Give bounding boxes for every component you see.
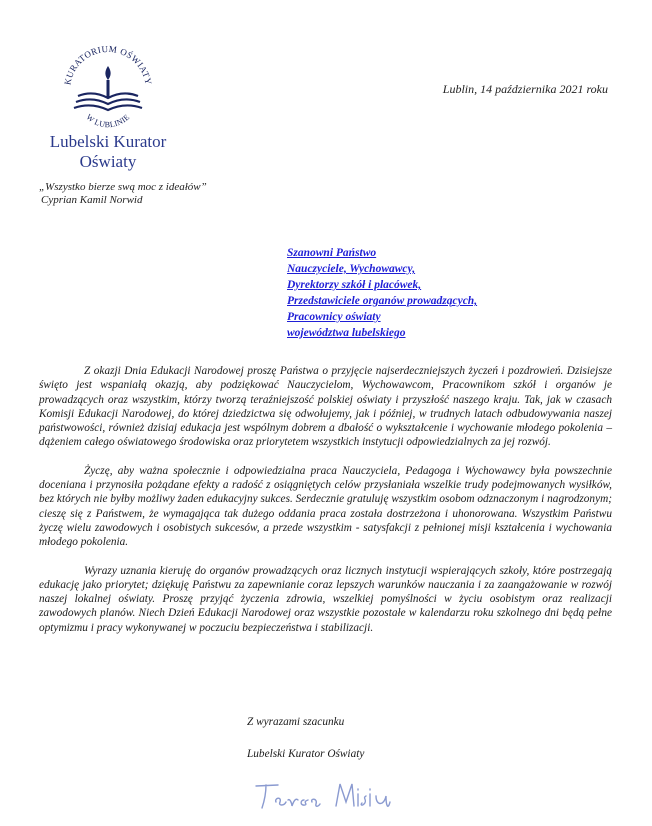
org-name-line1: Lubelski Kurator bbox=[49, 132, 167, 151]
motto-author: Cyprian Kamil Norwid bbox=[41, 194, 143, 206]
addressee-line: Pracownicy oświaty bbox=[287, 311, 381, 323]
body-paragraph: Z okazji Dnia Edukacji Narodowej proszę Państwa o przyjęcie najserdeczniejszych życzeń i pozdrowień. Dzisiejsze święto jest wspaniałą okazją, aby podziękować Nauczycielom, Wychowawcom, Pracownikom szkół i organów je prowadzących oraz wszystkim, którzy tworzą teraźniejszość polskiej oświaty i przyszłość naszego kraju. Tak, jak w czasach Komisji Edukacji Narodowej, do której dziedzictwa się odwołujemy, jak i później, w trudnych latach odbudowywania naszej państwowości, również dzisiaj edukacja jest wspólnym dobrem a dbałość o wykształcenie i wychowanie młodego pokolenia – dążeniem całego oświatowego środowiska oraz priorytetem wszystkich instytucji odpowiedzialnych za jej rozwój. bbox=[39, 365, 612, 449]
motto-block bbox=[39, 181, 207, 207]
letter-body bbox=[39, 364, 612, 649]
addressee-line: województwa lubelskiego bbox=[287, 327, 406, 339]
seal-text-bottom: W LUBLINIE bbox=[84, 112, 132, 130]
body-paragraph: Wyrazy uznania kieruję do organów prowadzących oraz licznych instytucji wspierających szkoły, które postrzegają edukację jako priorytet; dziękuję Państwu za zapewnianie coraz lepszych warunków nauczania i za zaangażowanie w rozwój naszej lokalnej oświaty. Proszę przyjąć życzenia zdrowia, wszelkiej pomyślności w życiu osobistym oraz realizacji zawodowych planów. Niech Dzień Edukacji Narodowej oraz wszystkie pozostałe w kalendarzu roku szkolnego dni będą pełne optymizmu i pracy wykonywanej w poczuciu bezpieczeństwa i stabilizacji. bbox=[39, 564, 612, 634]
addressee-line: Szanowni Państwo bbox=[287, 247, 377, 259]
addressee-block bbox=[287, 245, 477, 341]
closing-regards: Z wyrazami szacunku bbox=[247, 716, 345, 728]
svg-text:W LUBLINIE bbox=[85, 112, 132, 129]
org-name-line2: Oświaty bbox=[79, 152, 137, 171]
kuratorium-seal-logo bbox=[56, 36, 160, 140]
letter-date: Lublin, 14 października 2021 roku bbox=[442, 82, 608, 96]
addressee-line: Dyrektorzy szkół i placówek, bbox=[287, 279, 422, 291]
addressee-line: Przedstawiciele organów prowadzących, bbox=[287, 295, 478, 307]
signer-title: Lubelski Kurator Oświaty bbox=[247, 748, 365, 760]
organization-name bbox=[28, 132, 188, 172]
addressee-line: Nauczyciele, Wychowawcy, bbox=[287, 263, 416, 275]
body-paragraph: Życzę, aby ważna społecznie i odpowiedzialna praca Nauczyciela, Pedagoga i Wychowawcy była powszechnie doceniana i przynosiła pożądane efekty a radość z osiągniętych celów przysłaniała wszelkie trudy podejmowanych wysiłków, bez których nie byłby możliwy żaden edukacyjny sukces. Serdecznie gratuluję wszystkim osobom odznaczonym i nagrodzonym; cieszę się z Państwem, że wymagająca tak dużego oddania praca została dostrzeżona i uhonorowana. Wszystkim Państwu życzę wielu zawodowych i osobistych sukcesów, a przede wszystkim - satysfakcji z pełnionej misji kształcenia i wychowania młodego pokolenia. bbox=[39, 464, 612, 549]
handwritten-signature bbox=[252, 776, 402, 816]
motto-quote: „Wszystko bierze swą moc z ideałów” bbox=[39, 181, 207, 193]
torch-icon bbox=[105, 66, 110, 98]
seal-text-top: KURATORIUM OŚWIATY bbox=[62, 43, 154, 86]
